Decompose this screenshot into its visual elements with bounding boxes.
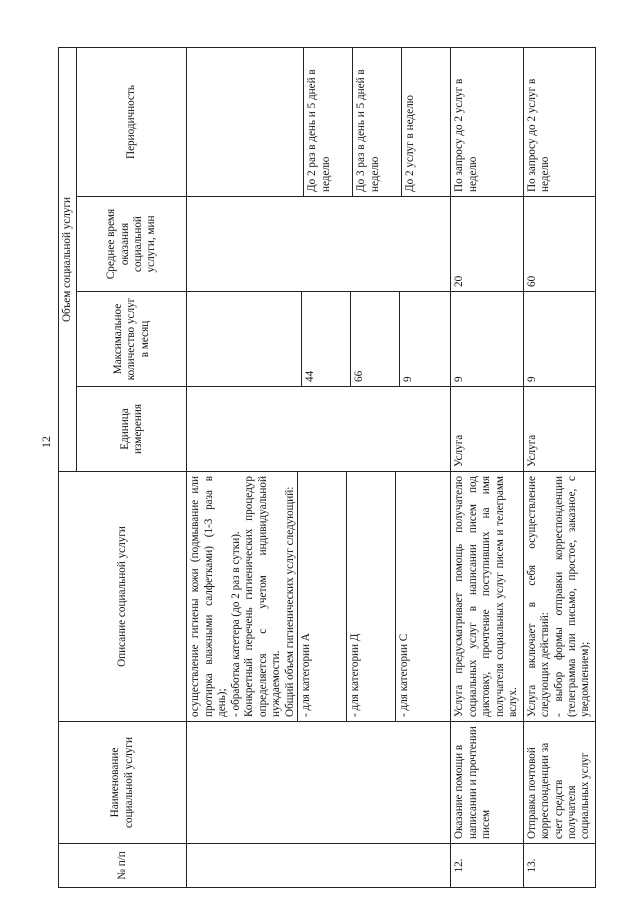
row-unit: Услуга xyxy=(523,387,595,472)
social-services-table xyxy=(58,47,596,888)
description-line: - обработка катетера (до 2 раз в сутки). xyxy=(229,531,242,717)
row-num: 12. xyxy=(451,844,523,888)
row-max-qty: 9 xyxy=(523,292,595,387)
row-periodicity: По запросу до 2 услуг в неделю xyxy=(451,47,523,196)
row-num: 13. xyxy=(523,844,595,888)
header-volume: Объем социальной услуги xyxy=(59,47,77,471)
row-description: Услуга предусматривает помощь получателю социальных услуг в написании писем под диктовку, прочтение поступивших на имя получателя социальных услуг писем и телеграмм вслух. xyxy=(451,472,523,722)
cell-name-empty xyxy=(187,722,451,844)
cell-periodicity-continued xyxy=(187,47,451,196)
row-periodicity: По запросу до 2 услуг в неделю xyxy=(523,47,595,196)
category-d-label: - для категории Д xyxy=(346,472,395,721)
description-line: Общий объем гигиенических услуг следующий: xyxy=(283,486,296,717)
header-max-qty: Максимальное количество услуг в месяц xyxy=(77,292,187,387)
category-a-label: - для категории А xyxy=(297,472,346,721)
row-description: Услуга включает в себя осуществление следующих действий: - выбор формы отправки корреспонденции (телеграмма или письмо, простое, заказное, с уведомлением); xyxy=(523,472,595,722)
header-num: № п/п xyxy=(59,844,187,888)
cell-max-qty-continued xyxy=(187,292,451,387)
header-name: Наименование социальной услуги xyxy=(59,722,187,844)
cell-unit-empty xyxy=(187,387,451,472)
header-avg-time: Среднее время оказания социальной услуги, мин xyxy=(77,197,187,292)
row-service-name: Оказание помощи в написании и прочтении писем xyxy=(451,722,523,844)
category-a-max-qty: 44 xyxy=(301,292,350,386)
category-d-periodicity: До 3 раз в день и 5 дней в неделю xyxy=(352,48,401,196)
cell-num-empty xyxy=(187,844,451,888)
category-c-periodicity: До 2 услуг в неделю xyxy=(401,48,450,196)
header-periodicity: Периодичность xyxy=(77,47,187,196)
category-a-periodicity: До 2 раз в день и 5 дней в неделю xyxy=(303,48,352,196)
table-row-continued xyxy=(187,47,451,887)
header-unit: Единица измерения xyxy=(77,387,187,472)
header-description: Описание социальной услуги xyxy=(59,472,187,722)
page-number: 12 xyxy=(39,436,53,448)
table-row xyxy=(451,47,523,887)
row-service-name: Отправка почтовой корреспонденции за счет средств получателя социальных услуг xyxy=(523,722,595,844)
cell-description-continued xyxy=(187,472,451,722)
row-unit: Услуга xyxy=(451,387,523,472)
category-d-max-qty: 66 xyxy=(350,292,399,386)
row-avg-time: 60 xyxy=(523,197,595,292)
cell-avg-time-empty xyxy=(187,197,451,292)
header-row-1 xyxy=(59,47,77,887)
table-row xyxy=(523,47,595,887)
category-c-label: - для категории С xyxy=(395,472,444,721)
category-c-max-qty: 9 xyxy=(399,292,448,386)
description-line: осуществление гигиены кожи (подмывание или протирка влажными салфетками) (1-3 раза в день); xyxy=(189,476,229,717)
rotated-table-wrapper xyxy=(58,48,628,888)
description-line: Конкретный перечень гигиенических процедур определяется с учетом индивидуальной нуждаемости. xyxy=(243,476,283,717)
row-max-qty: 9 xyxy=(451,292,523,387)
row-avg-time: 20 xyxy=(451,197,523,292)
